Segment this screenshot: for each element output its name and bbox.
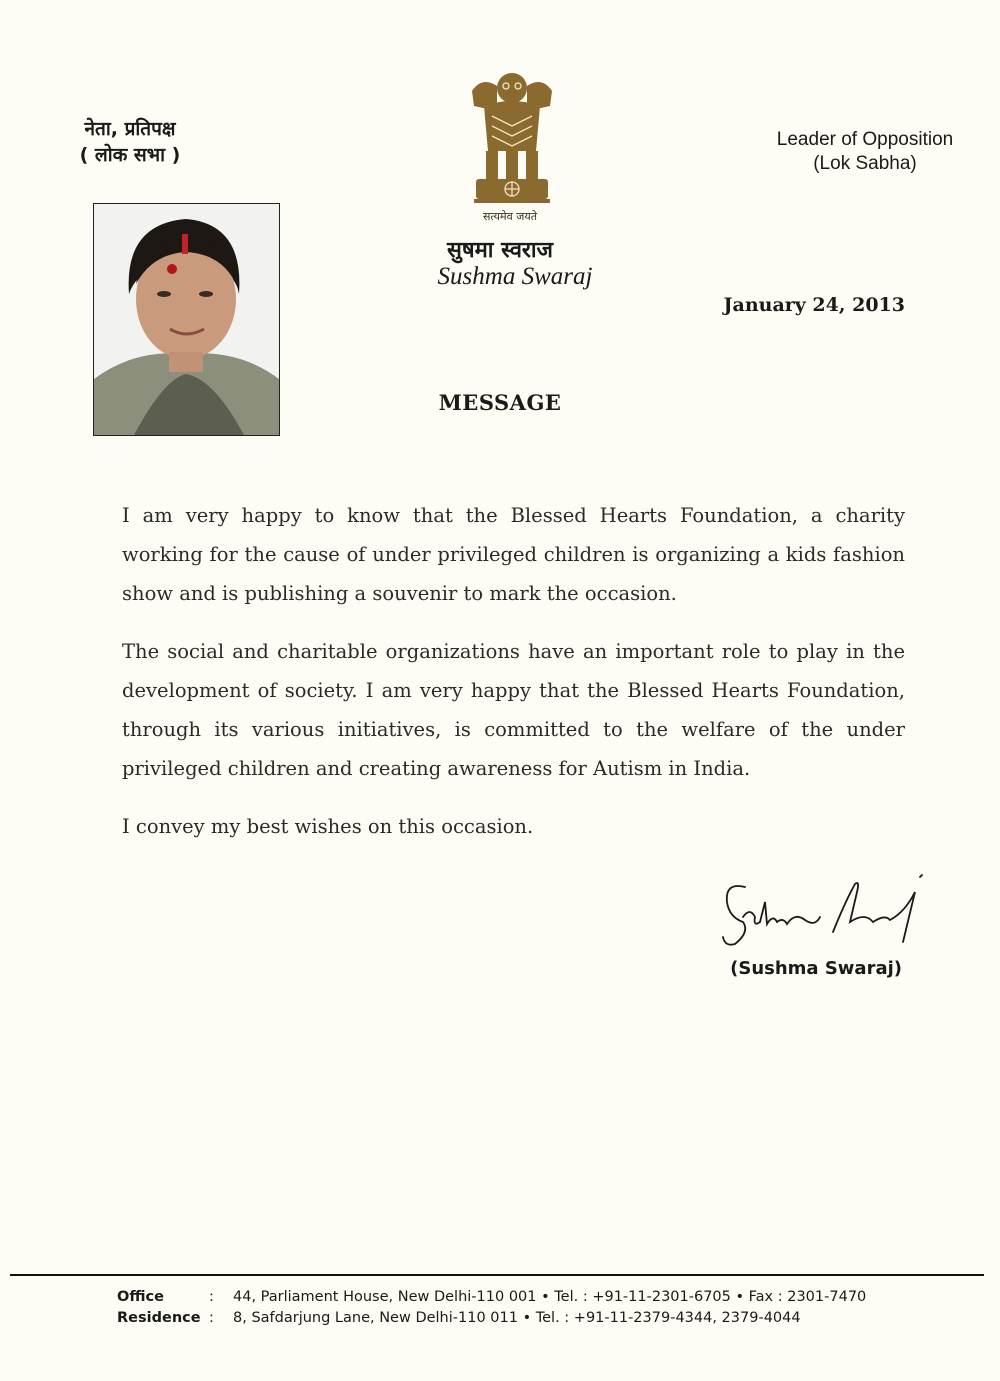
separator: : <box>209 1310 214 1326</box>
paragraph: I am very happy to know that the Blessed Hearts Foundation, a charity working for the cause of under privileged children is organizing a kids fashion show and is publishing a souvenir to mark the occasion. <box>122 504 905 605</box>
name-hindi: सुषमा स्वराज <box>447 238 553 263</box>
english-title-line1: Leader of Opposition <box>776 129 954 150</box>
separator: : <box>209 1289 214 1305</box>
office-address: 44, Parliament House, New Delhi-110 001 • Tel. : +91-11-2301-6705 • Fax : 2301-7470 <box>233 1289 867 1305</box>
hindi-title-line2: ( लोक सभा ) <box>79 144 181 166</box>
paragraph: I convey my best wishes on this occasion. <box>122 815 534 838</box>
hindi-title-line1: नेता, प्रतिपक्ष <box>84 118 176 140</box>
residence-label: Residence <box>117 1310 201 1326</box>
emblem-motto: सत्यमेव जयते <box>482 210 537 223</box>
portrait-photo <box>93 203 280 436</box>
footer-contact <box>117 1287 866 1329</box>
residence-address-row <box>117 1308 866 1329</box>
office-label: Office <box>117 1289 164 1305</box>
english-designation <box>740 128 990 176</box>
signatory-name: (Sushma Swaraj) <box>730 958 902 979</box>
handwritten-signature <box>715 872 930 952</box>
paragraph: The social and charitable organizations have an important role to play in the development of society. I am very happy that the Blessed Hearts Foundation, through its various initiatives, is committed to the welfare of the under privileged children and creating awareness for Autism in India. <box>122 640 905 780</box>
letter-heading: MESSAGE <box>438 390 562 415</box>
residence-address: 8, Safdarjung Lane, New Delhi-110 011 • Tel. : +91-11-2379-4344, 2379-4044 <box>233 1310 801 1326</box>
letter-date: January 24, 2013 <box>723 294 905 316</box>
hindi-designation <box>60 116 200 168</box>
office-address-row <box>117 1287 866 1308</box>
footer-divider <box>10 1274 984 1276</box>
national-emblem-icon <box>462 66 562 226</box>
name-english: Sushma Swaraj <box>437 263 593 290</box>
letter-body <box>122 496 905 865</box>
english-title-line2: (Lok Sabha) <box>813 153 917 174</box>
